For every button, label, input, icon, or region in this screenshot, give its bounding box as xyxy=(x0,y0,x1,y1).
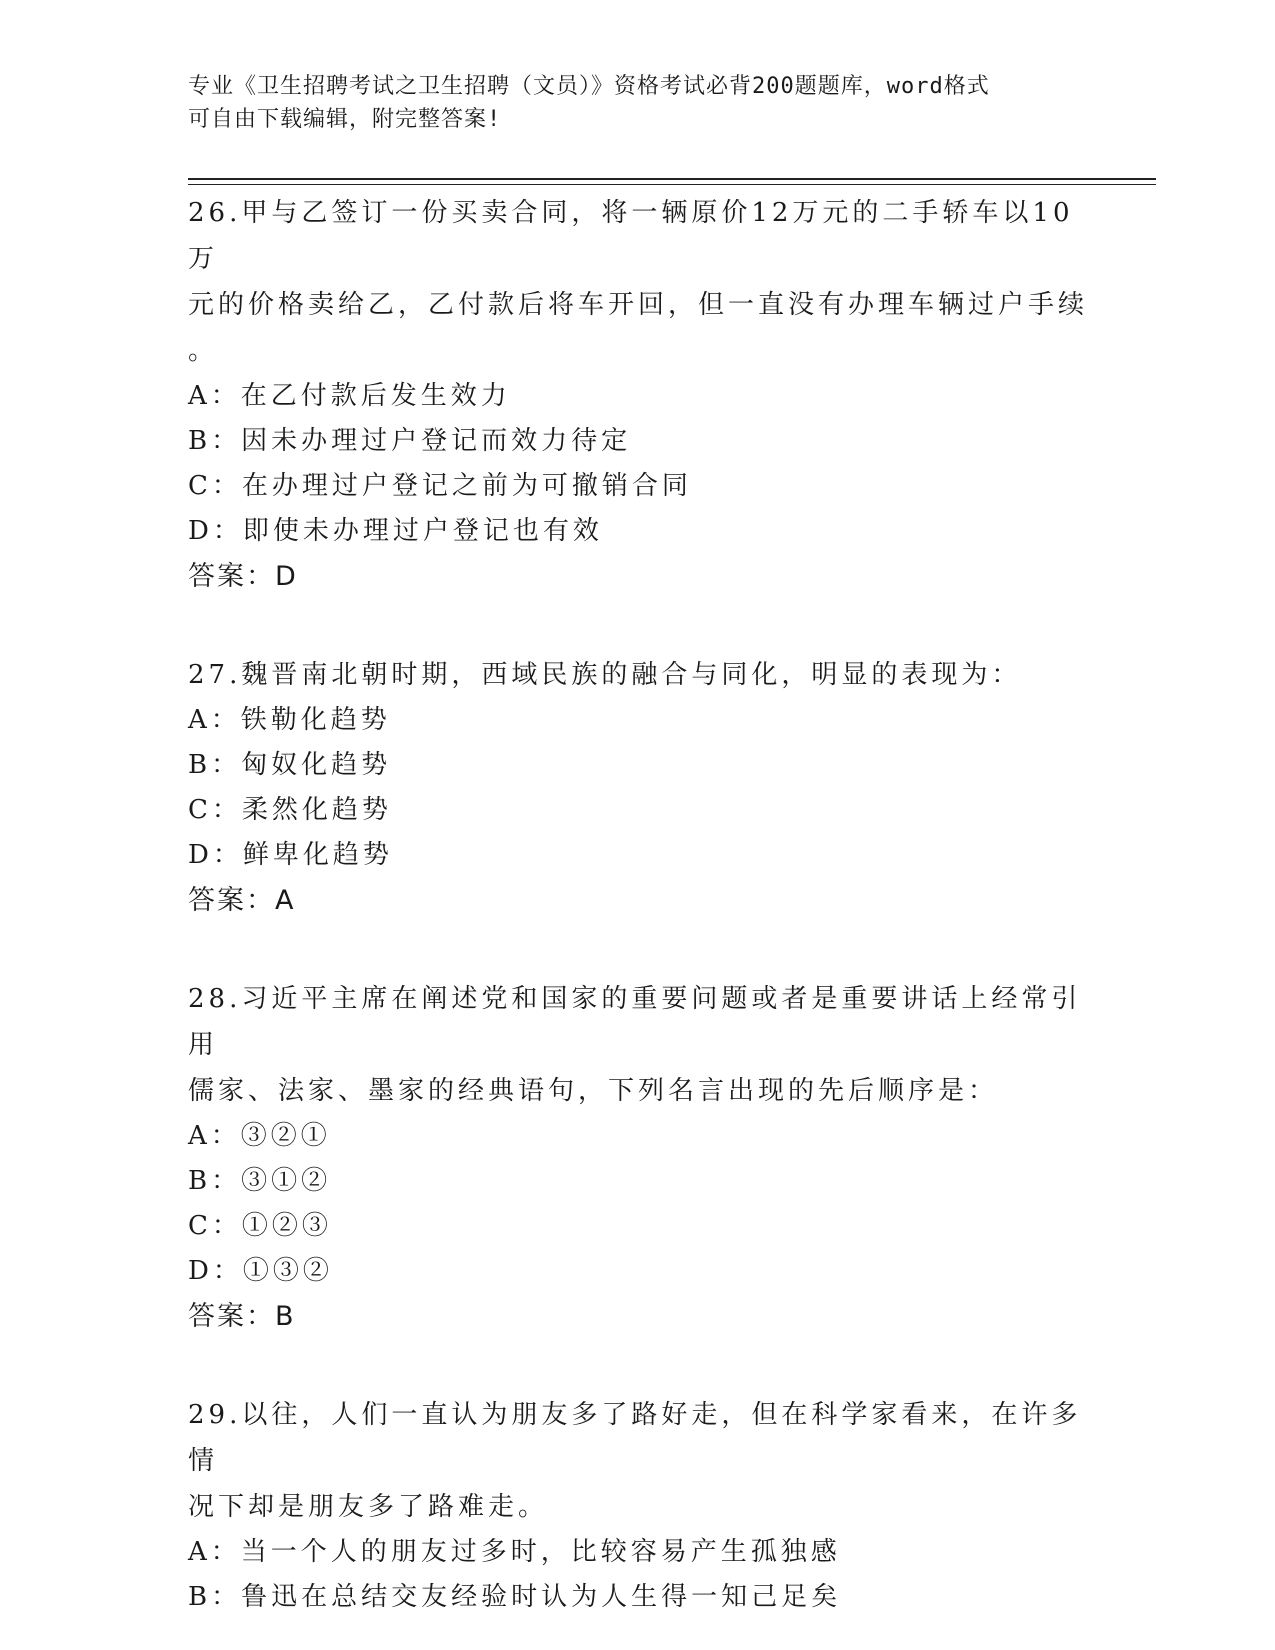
option-a: A：铁勒化趋势 xyxy=(188,705,391,735)
question-28 xyxy=(188,976,1088,1340)
option-d: D：即使未办理过户登记也有效 xyxy=(188,516,603,546)
option-c: C：柔然化趋势 xyxy=(188,795,392,825)
question-list xyxy=(188,190,1088,1620)
header-rule-thin xyxy=(188,184,1156,185)
question-stem-line: 29.以往，人们一直认为朋友多了路好走，但在科学家看来，在许多情 xyxy=(188,1400,1082,1476)
answer: 答案：D xyxy=(188,561,298,592)
question-stem-line: 27.魏晋南北朝时期，西域民族的融合与同化，明显的表现为： xyxy=(188,660,1022,690)
header-rule-thick xyxy=(188,178,1156,180)
question-stem-line: 儒家、法家、墨家的经典语句，下列名言出现的先后顺序是： xyxy=(188,1076,999,1106)
option-c: C：在办理过户登记之前为可撤销合同 xyxy=(188,471,692,501)
question-27 xyxy=(188,652,1088,924)
question-stem-line: 况下却是朋友多了路难走。 xyxy=(188,1492,549,1522)
option-b: B：③①② xyxy=(188,1166,332,1196)
document-header xyxy=(188,70,1088,136)
option-a: A：当一个人的朋友过多时，比较容易产生孤独感 xyxy=(188,1537,841,1567)
question-stem-line: 元的价格卖给乙，乙付款后将车开回，但一直没有办理车辆过户手续 xyxy=(188,290,1089,320)
question-29 xyxy=(188,1392,1088,1620)
question-stem-line: 28.习近平主席在阐述党和国家的重要问题或者是重要讲话上经常引用 xyxy=(188,984,1082,1060)
option-a: A：在乙付款后发生效力 xyxy=(188,381,511,411)
option-c: C：①②③ xyxy=(188,1211,332,1241)
answer: 答案：A xyxy=(188,885,296,916)
answer: 答案：B xyxy=(188,1301,296,1332)
option-b: B：鲁迅在总结交友经验时认为人生得一知己足矣 xyxy=(188,1582,842,1612)
option-b: B：匈奴化趋势 xyxy=(188,750,392,780)
question-stem-line: 26.甲与乙签订一份买卖合同，将一辆原价12万元的二手轿车以10万 xyxy=(188,198,1074,274)
option-d: D：鲜卑化趋势 xyxy=(188,840,393,870)
option-a: A：③②① xyxy=(188,1121,331,1151)
option-d: D：①③② xyxy=(188,1256,333,1286)
question-26 xyxy=(188,190,1088,600)
header-line-1: 专业《卫生招聘考试之卫生招聘（文员）》资格考试必背200题题库，word格式 xyxy=(188,74,990,99)
question-stem-line: 。 xyxy=(188,336,219,366)
header-line-2: 可自由下载编辑，附完整答案! xyxy=(188,107,502,132)
option-b: B：因未办理过户登记而效力待定 xyxy=(188,426,632,456)
